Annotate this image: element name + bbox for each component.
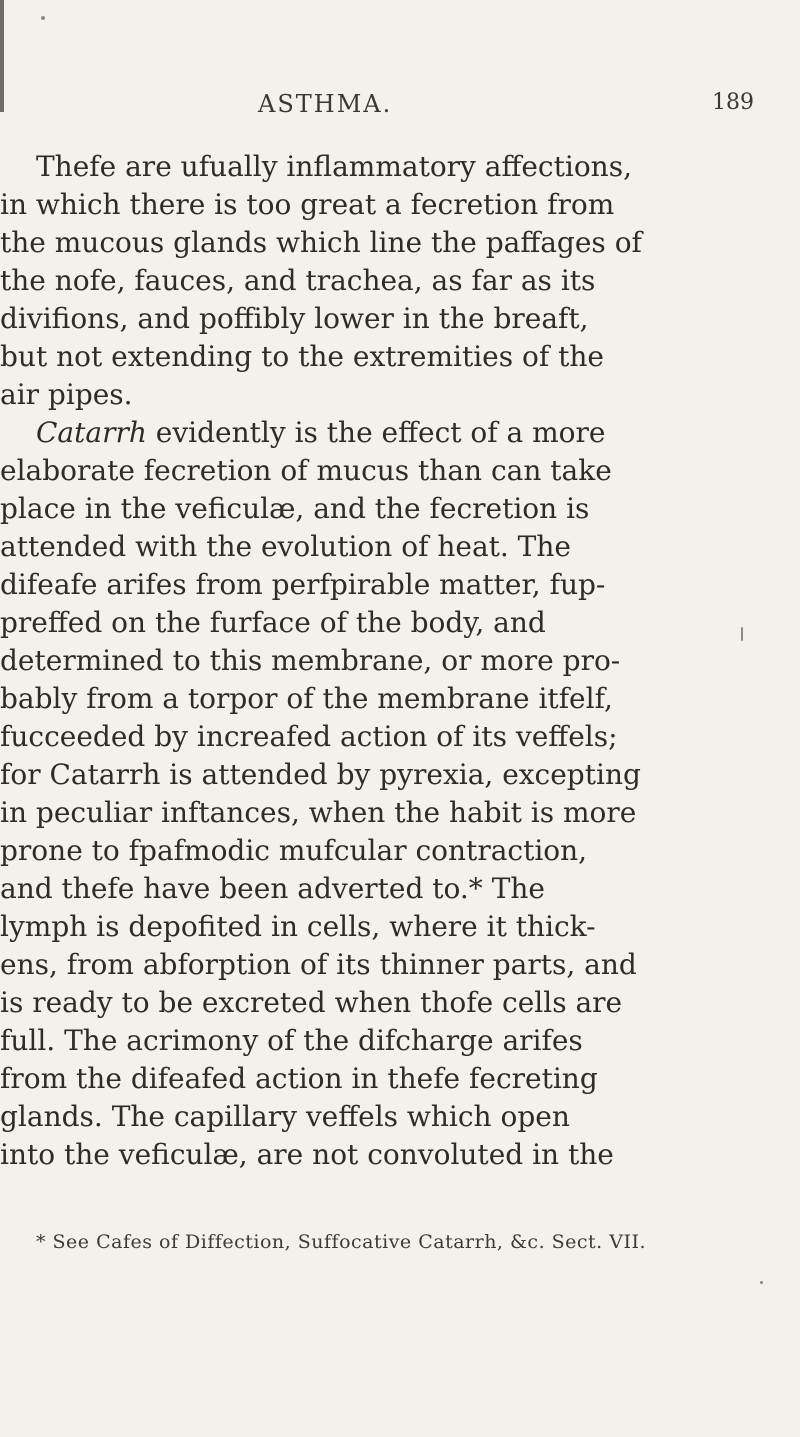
text-line: in which there is too great a fecretion from — [0, 188, 615, 221]
text-line: for Catarrh is attended by pyrexia, excepting — [0, 758, 641, 791]
text-line: lymph is depofited in cells, where it thick- — [0, 910, 596, 943]
paper-speck — [741, 627, 743, 641]
text-line: ens, from abforption of its thinner parts, and — [0, 948, 637, 981]
text-line: fucceeded by increafed action of its veffels; — [0, 720, 618, 753]
text-line: the mucous glands which line the paffages of — [0, 226, 642, 259]
text-line — [36, 414, 606, 452]
text-line: difeafe arifes from perfpirable matter, fup- — [0, 568, 606, 601]
footnote: * See Cafes of Diffection, Suffocative Catarrh, &c. Sect. VII. — [36, 1231, 647, 1253]
paper-speck — [760, 1281, 763, 1284]
text-line: place in the veficulæ, and the fecretion is — [0, 492, 590, 525]
text-line: air pipes. — [0, 378, 133, 411]
text-line: determined to this membrane, or more pro- — [0, 644, 621, 677]
text-line: attended with the evolution of heat. The — [0, 530, 571, 563]
italic-term: Catarrh — [36, 416, 147, 449]
text-line: divifions, and poffibly lower in the breaft, — [0, 302, 589, 335]
text-line-rest: evidently is the effect of a more — [146, 416, 606, 449]
text-line: bably from a torpor of the membrane itfelf, — [0, 682, 613, 715]
text-line: into the veficulæ, are not convoluted in the — [0, 1138, 614, 1171]
running-head: ASTHMA. — [258, 90, 393, 118]
text-line: the nofe, fauces, and trachea, as far as its — [0, 264, 596, 297]
text-line: prone to fpafmodic mufcular contraction, — [0, 834, 588, 867]
text-line: elaborate fecretion of mucus than can take — [0, 454, 612, 487]
paper-speck — [41, 16, 45, 20]
text-line: in peculiar inftances, when the habit is more — [0, 796, 637, 829]
text-line: but not extending to the extremities of the — [0, 340, 604, 373]
text-line: is ready to be excreted when thofe cells are — [0, 986, 623, 1019]
text-line: full. The acrimony of the difcharge arifes — [0, 1024, 583, 1057]
page-header — [0, 90, 800, 130]
text-line: preffed on the furface of the body, and — [0, 606, 546, 639]
text-line: from the difeafed action in thefe fecreting — [0, 1062, 598, 1095]
page-number: 189 — [712, 90, 754, 115]
text-line: and thefe have been adverted to.* The — [0, 872, 545, 905]
text-line: Thefe are ufually inflammatory affections, — [36, 150, 632, 183]
text-line: glands. The capillary veffels which open — [0, 1100, 570, 1133]
